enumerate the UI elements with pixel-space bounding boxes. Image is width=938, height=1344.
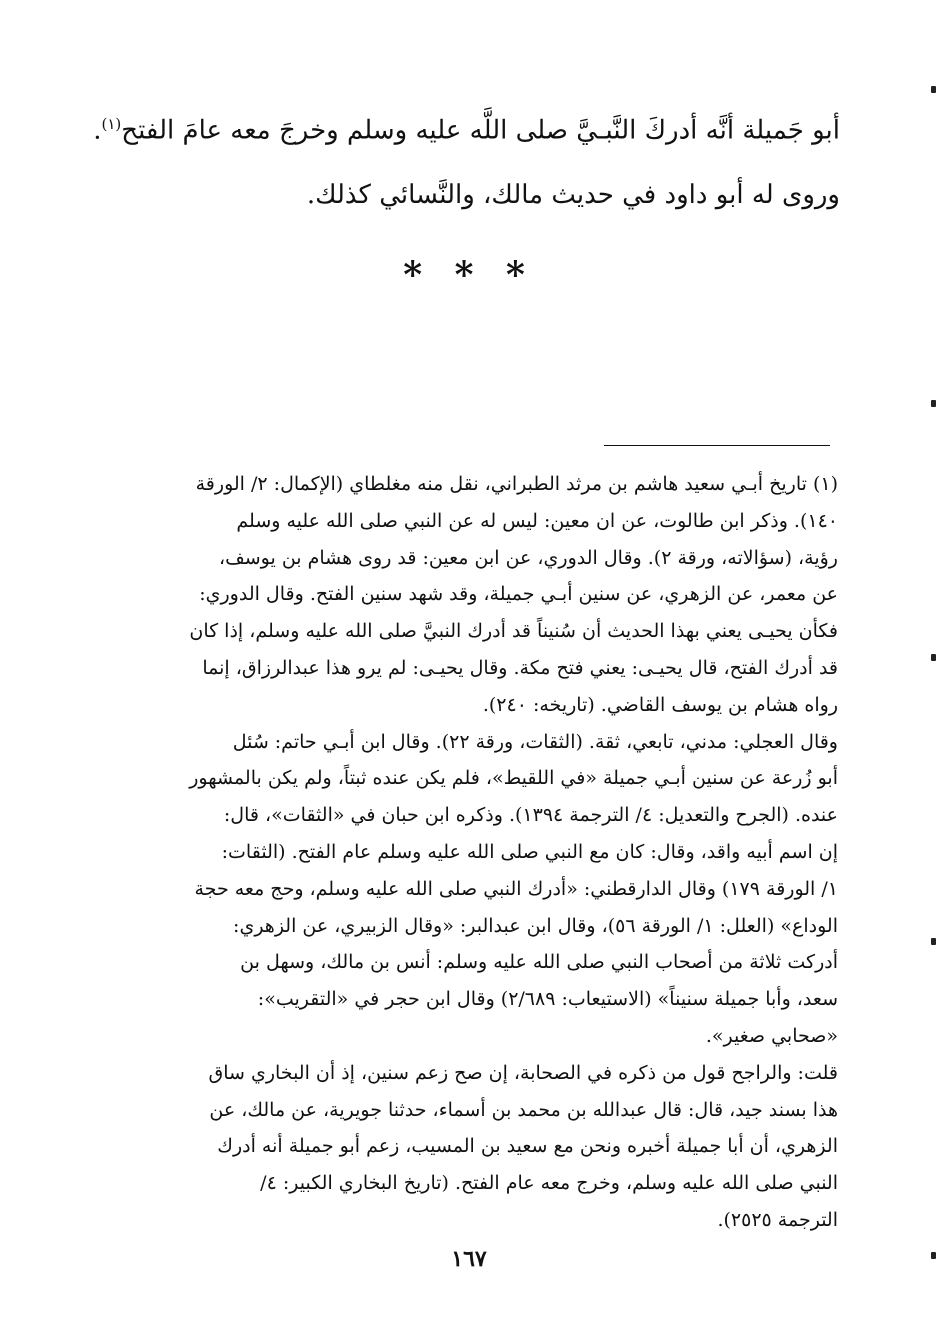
footnote-line: سعد، وأبا جميلة سنيناً» (الاستيعاب: ٢/٦٨٩) وقال ابن حجر في «التقريب»: (257, 988, 838, 1011)
footnote-line: قلت: والراجح قول من ذكره في الصحابة، إن صح زعم سنين، إذ أن البخاري ساق (208, 1061, 838, 1084)
footnote-divider (604, 445, 830, 446)
scan-edge-mark (931, 1252, 936, 1259)
scan-edge-mark (931, 654, 936, 661)
main-text-line-2: وروى له أبو داود في حديث مالك، والنَّسائي كذلك. (306, 179, 840, 210)
section-separator: * * * (403, 254, 535, 296)
footnote-line: رواه هشام بن يوسف القاضي. (تاريخه: ٢٤٠). (482, 693, 838, 716)
footnote-line: الترجمة ٢٥٢٥). (717, 1208, 838, 1231)
footnote-line: النبي صلى الله عليه وسلم، وخرج معه عام الفتح. (تاريخ البخاري الكبير: ٤/ (260, 1172, 838, 1195)
footnote-line: عن معمر، عن الزهري، عن سنين أبـي جميلة، وقد شهد سنين الفتح. وقال الدوري: (199, 583, 838, 606)
footnote-line: إن اسم أبيه واقد، وقال: كان مع النبي صلى الله عليه وسلم عام الفتح. (الثقات: (221, 840, 838, 863)
footnote-line: فكأن يحيـى يعني بهذا الحديث أن سُنيناً قد أدرك النبيَّ صلى الله عليه وسلم، إذا كان (189, 620, 838, 643)
footnotes (130, 466, 838, 1239)
footnote-line: الوداع» (العلل: ١/ الورقة ٥٦)، وقال ابن عبدالبر: «وقال الزبيري، عن الزهري: (233, 914, 838, 937)
footnote-line: (١) تاريخ أبـي سعيد هاشم بن مرثد الطبراني، نقل منه مغلطاي (الإكمال: ٢/ الورقة (195, 473, 838, 495)
footnote-line: أدركت ثلاثة من أصحاب النبي صلى الله عليه وسلم: أنس بن مالك، وسهل بن (240, 951, 838, 974)
footnote-line: الزهري، أن أبا جميلة أخبره ونحن مع سعيد بن المسيب، زعم أبو جميلة أنه أدرك (217, 1135, 838, 1158)
scan-edge-mark (931, 86, 936, 93)
page-number: ١٦٧ (451, 1246, 487, 1272)
main-text-line-1-body: أبو جَميلة أنَّه أدركَ النَّبـيَّ صلى اللَّه عليه وسلم وخرجَ معه عامَ الفتح (121, 115, 840, 146)
footnote-reference[interactable]: (١) (101, 115, 122, 133)
footnote-line: رؤية، (سؤالاته، ورقة ٢). وقال الدوري، عن ابن معين: قد روى هشام بن يوسف، (218, 546, 838, 569)
footnote-line: ١٤٠). وذكر ابن طالوت، عن ان معين: ليس له عن النبي صلى الله عليه وسلم (236, 509, 838, 532)
footnote-line: عنده. (الجرح والتعديل: ٤/ الترجمة ١٣٩٤). وذكره ابن حبان في «الثقات»، قال: (223, 804, 838, 827)
main-text-line-1 (93, 92, 840, 163)
footnote-line: «صحابي صغير». (705, 1024, 838, 1047)
main-text (93, 92, 840, 227)
scan-edge-mark (931, 938, 936, 945)
footnote-line: قد أدرك الفتح، قال يحيـى: يعني فتح مكة. وقال يحيـى: لم يرو هذا عبدالرزاق، إنما (202, 656, 838, 679)
footnote-line: ١/ الورقة ١٧٩) وقال الدارقطني: «أدرك النبي صلى الله عليه وسلم، وحج معه حجة (194, 877, 838, 900)
footnote-line: أبو زُرعة عن سنين أبـي جميلة «في اللقيط»، فلم يكن عنده ثبتاً، ولم يكن بالمشهور (189, 767, 838, 790)
footnote-line: هذا بسند جيد، قال: قال عبدالله بن محمد بن أسماء، حدثنا جويرية، عن مالك، عن (209, 1098, 838, 1121)
scan-edge-mark (931, 400, 936, 407)
main-text-line-1-end: . (93, 115, 102, 146)
footnote-line: وقال العجلي: مدني، تابعي، ثقة. (الثقات، ورقة ٢٢). وقال ابن أبـي حاتم: سُئل (232, 730, 838, 753)
